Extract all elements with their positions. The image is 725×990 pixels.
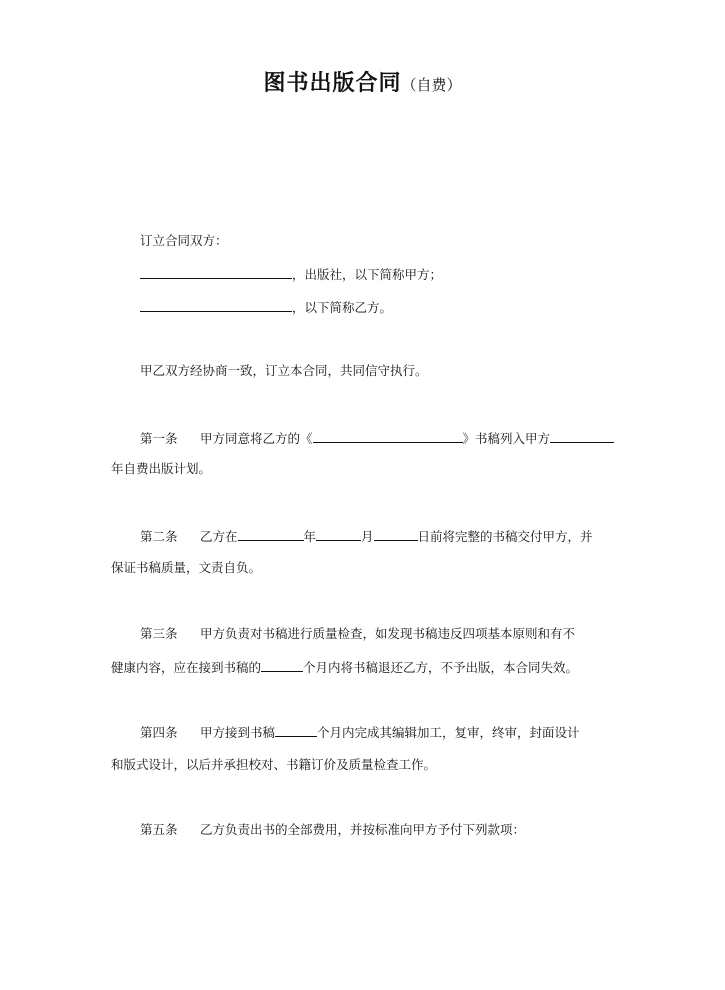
parties-intro: 订立合同双方： bbox=[140, 233, 228, 248]
year-blank bbox=[550, 430, 614, 443]
party-a-text: ，出版社，以下简称甲方； bbox=[292, 267, 443, 282]
article-1-text-b: 》书稿列入甲方 bbox=[462, 431, 551, 446]
delivery-day-blank bbox=[374, 528, 418, 541]
article-1-line-1 bbox=[140, 430, 614, 447]
article-2-text-c: 月 bbox=[361, 529, 374, 544]
article-5-text-a: 乙方负责出书的全部费用，并按标准向甲方予付下列款项： bbox=[200, 822, 526, 837]
party-b-text: ，以下简称乙方。 bbox=[292, 300, 393, 315]
article-2-line-1 bbox=[140, 528, 593, 545]
party-a-line bbox=[140, 266, 442, 283]
article-1-label: 第一条 bbox=[140, 431, 178, 446]
title-main: 图书出版合同 bbox=[263, 71, 402, 96]
article-1-text-a: 甲方同意将乙方的《 bbox=[200, 431, 313, 446]
article-3-text-a: 甲方负责对书稿进行质量检查，如发现书稿违反四项基本原则和有不 bbox=[200, 626, 576, 641]
party-b-line bbox=[140, 299, 392, 316]
article-3-label: 第三条 bbox=[140, 626, 178, 641]
party-a-blank bbox=[140, 266, 292, 279]
article-4-text-a: 甲方接到书稿 bbox=[200, 725, 276, 740]
article-4-line-2: 和版式设计，以后并承担校对、书籍订价及质量检查工作。 bbox=[111, 757, 437, 772]
article-2-line-2: 保证书稿质量，文责自负。 bbox=[111, 560, 262, 575]
article-3-line-1 bbox=[140, 626, 575, 642]
article-5-line-1 bbox=[140, 822, 525, 838]
article-3-line-2 bbox=[111, 659, 578, 676]
article-1-line-2: 年自费出版计划。 bbox=[111, 461, 212, 476]
title-suffix: （自费） bbox=[401, 76, 462, 94]
return-months-blank bbox=[261, 659, 303, 672]
delivery-year-blank bbox=[238, 528, 304, 541]
article-3-text-b: 健康内容，应在接到书稿的 bbox=[111, 660, 262, 675]
book-title-blank bbox=[313, 430, 463, 443]
article-4-line-1 bbox=[140, 724, 580, 741]
article-4-text-b: 个月内完成其编辑加工，复审，终审，封面设计 bbox=[317, 725, 580, 740]
party-b-blank bbox=[140, 299, 292, 312]
article-2-text-a: 乙方在 bbox=[200, 529, 238, 544]
article-4-label: 第四条 bbox=[140, 725, 178, 740]
article-2-label: 第二条 bbox=[140, 529, 178, 544]
article-3-text-c: 个月内将书稿退还乙方，不予出版，本合同失效。 bbox=[303, 660, 579, 675]
article-2-text-b: 年 bbox=[303, 529, 317, 544]
editing-months-blank bbox=[275, 724, 317, 737]
article-5-label: 第五条 bbox=[140, 822, 178, 837]
delivery-month-blank bbox=[316, 528, 361, 541]
article-2-text-d: 日前将完整的书稿交付甲方，并 bbox=[417, 529, 593, 544]
document-title bbox=[0, 66, 725, 97]
preamble: 甲乙双方经协商一致，订立本合同，共同信守执行。 bbox=[140, 363, 428, 378]
